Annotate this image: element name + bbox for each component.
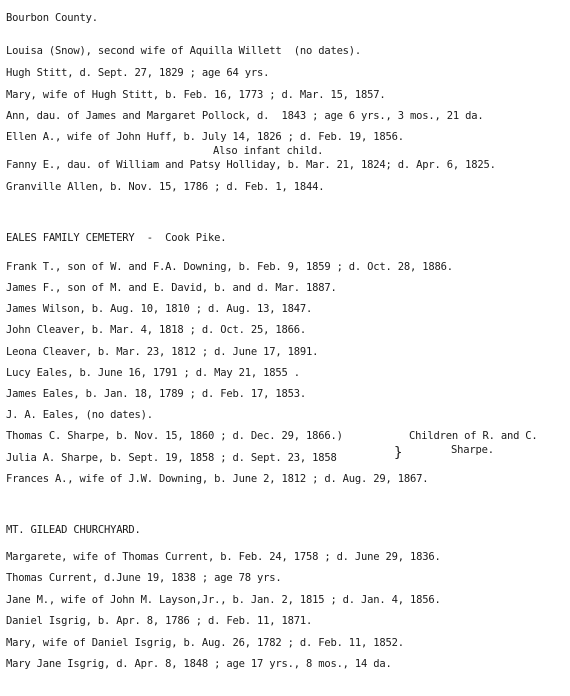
- entry-line: Ann, dau. of James and Margaret Pollock, d. 1843 ; age 6 yrs., 3 mos., 21 da.: [6, 110, 484, 122]
- infant-note: Also infant child.: [213, 145, 324, 157]
- entry-line: Frances A., wife of J.W. Downing, b. June 2, 1812 ; d. Aug. 29, 1867.: [6, 473, 429, 485]
- entry-line: Mary, wife of Daniel Isgrig, b. Aug. 26, 1782 ; d. Feb. 11, 1852.: [6, 637, 404, 649]
- entry-line: Mary, wife of Hugh Stitt, b. Feb. 16, 1773 ; d. Mar. 15, 1857.: [6, 89, 386, 101]
- entry-line: Julia A. Sharpe, b. Sept. 19, 1858 ; d. Sept. 23, 1858: [6, 452, 337, 464]
- children-note: Children of R. and C.: [409, 430, 538, 442]
- entry-line: Hugh Stitt, d. Sept. 27, 1829 ; age 64 yrs.: [6, 67, 270, 79]
- entry-line: Thomas Current, d.June 19, 1838 ; age 78 yrs.: [6, 572, 282, 584]
- section-heading-gilead: MT. GILEAD CHURCHYARD.: [6, 524, 141, 536]
- entry-line: John Cleaver, b. Mar. 4, 1818 ; d. Oct. 25, 1866.: [6, 324, 306, 336]
- bracket-glyph: }: [394, 445, 403, 461]
- section-heading-eales: EALES FAMILY CEMETERY - Cook Pike.: [6, 232, 227, 244]
- entry-line: James Eales, b. Jan. 18, 1789 ; d. Feb. 17, 1853.: [6, 388, 306, 400]
- entry-line: James Wilson, b. Aug. 10, 1810 ; d. Aug. 13, 1847.: [6, 303, 313, 315]
- entry-line: Louisa (Snow), second wife of Aquilla Willett (no dates).: [6, 45, 362, 57]
- entry-line: James F., son of M. and E. David, b. and d. Mar. 1887.: [6, 282, 337, 294]
- entry-line: Jane M., wife of John M. Layson,Jr., b. Jan. 2, 1815 ; d. Jan. 4, 1856.: [6, 594, 441, 606]
- entry-line: Ellen A., wife of John Huff, b. July 14, 1826 ; d. Feb. 19, 1856.: [6, 131, 404, 143]
- entry-line: Granville Allen, b. Nov. 15, 1786 ; d. Feb. 1, 1844.: [6, 181, 325, 193]
- children-note: Sharpe.: [451, 444, 494, 456]
- entry-line: Margarete, wife of Thomas Current, b. Feb. 24, 1758 ; d. June 29, 1836.: [6, 551, 441, 563]
- entry-line: Mary Jane Isgrig, d. Apr. 8, 1848 ; age 17 yrs., 8 mos., 14 da.: [6, 658, 392, 670]
- entry-line: J. A. Eales, (no dates).: [6, 409, 153, 421]
- county-heading: Bourbon County.: [6, 12, 98, 24]
- entry-line: Daniel Isgrig, b. Apr. 8, 1786 ; d. Feb. 11, 1871.: [6, 615, 313, 627]
- entry-line: Fanny E., dau. of William and Patsy Holliday, b. Mar. 21, 1824; d. Apr. 6, 1825.: [6, 159, 496, 171]
- entry-line: Lucy Eales, b. June 16, 1791 ; d. May 21, 1855 .: [6, 367, 300, 379]
- entry-line: Thomas C. Sharpe, b. Nov. 15, 1860 ; d. Dec. 29, 1866.): [6, 430, 343, 442]
- entry-line: Leona Cleaver, b. Mar. 23, 1812 ; d. June 17, 1891.: [6, 346, 319, 358]
- entry-line: Frank T., son of W. and F.A. Downing, b. Feb. 9, 1859 ; d. Oct. 28, 1886.: [6, 261, 453, 273]
